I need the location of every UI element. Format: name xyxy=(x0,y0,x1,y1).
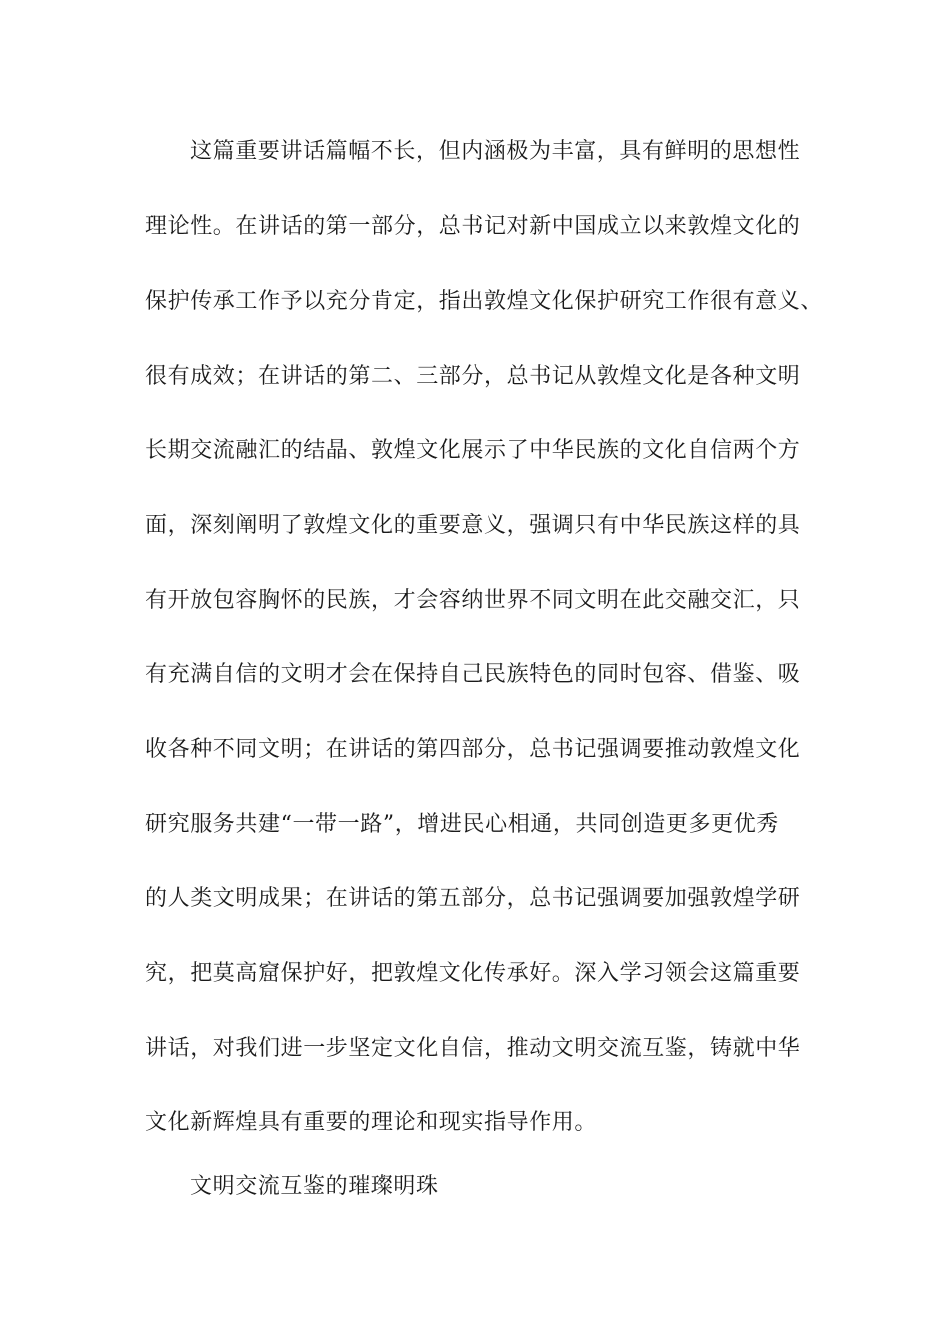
paragraph-line-2: 理论性。在讲话的第一部分，总书记对新中国成立以来敦煌文化的 xyxy=(145,214,801,239)
section-heading: 文明交流互鉴的璀璨明珠 xyxy=(190,1174,439,1199)
paragraph-line-11: 的人类文明成果；在讲话的第五部分，总书记强调要加强敦煌学研 xyxy=(145,886,801,911)
paragraph-line-13: 讲话，对我们进一步坚定文化自信，推动文明交流互鉴，铸就中华 xyxy=(145,1036,801,1061)
paragraph-line-4: 很有成效；在讲话的第二、三部分，总书记从敦煌文化是各种文明 xyxy=(145,364,801,389)
paragraph-line-12: 究，把莫高窟保护好，把敦煌文化传承好。深入学习领会这篇重要 xyxy=(145,961,801,986)
paragraph-line-1: 这篇重要讲话篇幅不长，但内涵极为丰富，具有鲜明的思想性 xyxy=(190,139,801,164)
paragraph-line-7: 有开放包容胸怀的民族，才会容纳世界不同文明在此交融交汇，只 xyxy=(145,588,801,613)
paragraph-line-5: 长期交流融汇的结晶、敦煌文化展示了中华民族的文化自信两个方 xyxy=(145,438,801,463)
paragraph-line-9: 收各种不同文明；在讲话的第四部分，总书记强调要推动敦煌文化 xyxy=(145,737,801,762)
paragraph-line-10: 研究服务共建“一带一路”，增进民心相通，共同创造更多更优秀 xyxy=(145,812,779,837)
paragraph-line-6: 面，深刻阐明了敦煌文化的重要意义，强调只有中华民族这样的具 xyxy=(145,513,801,538)
paragraph-line-14: 文化新辉煌具有重要的理论和现实指导作用。 xyxy=(145,1110,598,1135)
paragraph-line-8: 有充满自信的文明才会在保持自己民族特色的同时包容、借鉴、吸 xyxy=(145,662,801,687)
paragraph-line-3: 保护传承工作予以充分肯定，指出敦煌文化保护研究工作很有意义、 xyxy=(145,289,824,314)
